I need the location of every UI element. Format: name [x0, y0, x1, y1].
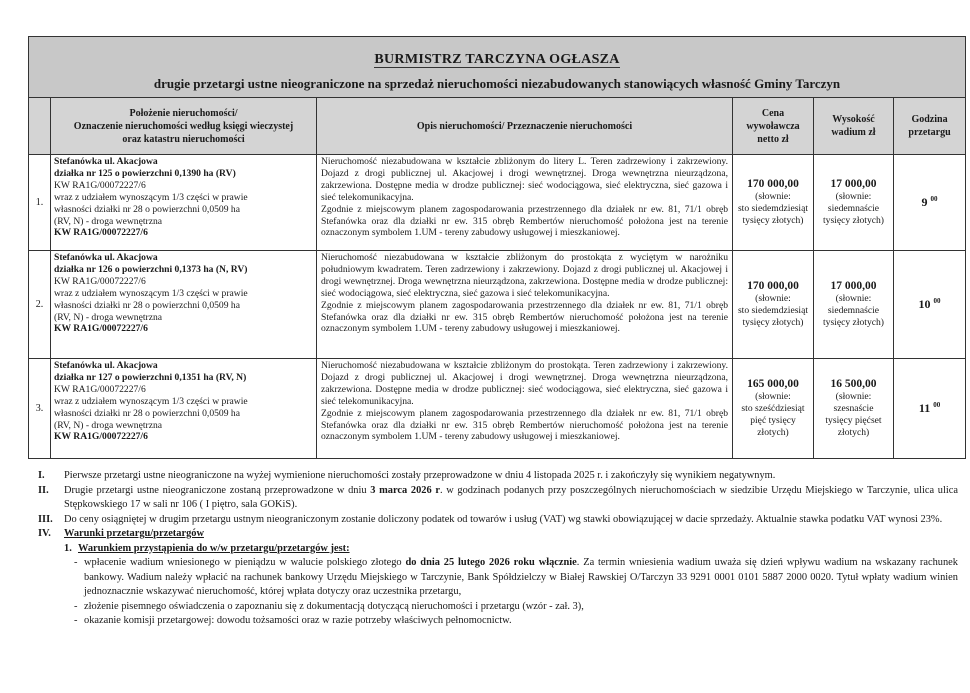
note-4-1: 1. Warunkiem przystąpienia do w/w przetargu/przetargów jest:	[64, 542, 350, 554]
table-row	[29, 359, 966, 459]
col-header-price: Cena wywoławcza netto zł	[733, 98, 814, 155]
row-description: Nieruchomość niezabudowana w kształcie zbliżonym do litery L. Teren zadrzewiony i zakrzewiony. Dojazd z drogi publicznej ul. Akacjowej i drogi wewnętrznej. Droga wewnętrzna nieurządzona, zakrzewiona. Dostępne media w drodze publicznej: sieć wodociągowa, sieć elektryczna, sieć gazowa i sieć telekomunikacyjna. Zgodnie z miejscowym planem zagospodarowania przestrzennego dla działek nr ew. 81, 71/1 obręb Stefanówka oraz dla działki nr ew. 315 obręb Rembertów nieruchomość położona jest na terenie oznaczonym symbolem 1.UM - tereny zabudowy usługowej i mieszkaniowej.	[317, 155, 733, 251]
col-header-location: Położenie nieruchomości/ Oznaczenie nieruchomości według księgi wieczystej oraz katastru nieruchomości	[51, 98, 317, 155]
note-2: II. Drugie przetargi ustne nieograniczone zostaną przeprowadzone w dniu 3 marca 2026 r. w godzinach podanych przy poszczególnych nieruchomościach w siedzibie Urzędu Miejskiego w Tarczynie, ulica ulica Stępkowskiego 17 w sali nr 106 ( I piętro, sala GOKiS).	[38, 484, 958, 510]
col-header-hour: Godzina przetargu	[894, 98, 966, 155]
row-description: Nieruchomość niezabudowana w kształcie zbliżonym do prostokąta. Teren zadrzewiony i zakrzewiony. Dojazd z drogi publicznej ul. Akacjowej i drogi wewnętrznej. Droga wewnętrzna nieurządzona, zakrzewiona. Dostępne media w drodze publicznej: sieć wodociągowa, sieć elektryczna, sieć gazowa i sieć telekomunikacyjna. Zgodnie z miejscowym planem zagospodarowania przestrzennego dla działek nr ew. 81, 71/1 obręb Stefanówka oraz dla działki nr ew. 315 obręb Rembertów nieruchomość położona jest na terenie oznaczonym symbolem 1.UM - tereny zabudowy usługowej i mieszkaniowej.	[317, 359, 733, 459]
page-subtitle: drugie przetargi ustne nieograniczone na sprzedaż nieruchomości niezabudowanych stanowiących własność Gminy Tarczyn	[153, 76, 841, 91]
col-header-deposit: Wysokość wadium zł	[814, 98, 894, 155]
row-price: 170 000,00 (słownie: sto siedemdziesiąt tysięcy złotych)	[733, 251, 814, 359]
row-deposit: 17 000,00 (słownie: siedemnaście tysięcy złotych)	[814, 251, 894, 359]
column-headers	[29, 98, 966, 155]
row-price: 170 000,00 (słownie: sto siedemdziesiąt tysięcy złotych)	[733, 155, 814, 251]
condition-item: - wpłacenie wadium wniesionego w pieniądzu w walucie polskiego złotego do dnia 25 lutego 2026 roku włącznie. Za termin wniesienia wadium uważa się dzień wpływu wadium na wskazany rachunek bankowy. Wadium należy wpłacić na rachunek bankowy Urzędu Miejskiego w Tarczynie, Bank Spółdzielczy w Białej Rawskiej O/Tarczyn 33 9291 0001 0101 5887 2000 0020. Tytuł wpłaty wadium winien jednoznacznie wskazywać nieruchomość, której wpłata dotyczy oraz uczestnika przetargu,	[74, 557, 958, 597]
property-table	[28, 36, 966, 459]
row-number: 1.	[29, 155, 51, 251]
page-title: BURMISTRZ TARCZYNA OGŁASZA	[374, 52, 620, 67]
note-1: I. Pierwsze przetargi ustne nieograniczone na wyżej wymienione nieruchomości zostały przeprowadzone w dniu 4 listopada 2025 r. i zakończyły się wynikiem negatywnym.	[38, 470, 776, 481]
row-hour: 9 $^{00}$	[894, 155, 966, 251]
row-location: Stefanówka ul. Akacjowa działka nr 126 o powierzchni 0,1373 ha (N, RV) KW RA1G/00072227/6 wraz z udziałem wynoszącym 1/3 części w prawie własności działki nr 28 o powierzchni 0,0509 ha (RV, N) - droga wewnętrzna KW RA1G/00072227/6	[51, 251, 317, 359]
row-deposit: 16 500,00 (słownie: szesnaście tysięcy pięćset złotych)	[814, 359, 894, 459]
row-description: Nieruchomość niezabudowana w kształcie zbliżonym do prostokąta z wyciętym w narożniku południowym kwadratem. Teren zadrzewiony i zakrzewiony. Dojazd z drogi publicznej ul. Akacjowej i drogi wewnętrznej. Droga wewnętrzna nieurządzona, zakrzewiona. Dostępne media w drodze publicznej: sieć wodociągowa, sieć elektryczna, sieć gazowa i sieć telekomunikacyjna. Zgodnie z miejscowym planem zagospodarowania przestrzennego dla działek nr ew. 81, 71/1 obręb Stefanówka oraz dla działki nr ew. 315 obręb Rembertów nieruchomość położona jest na terenie oznaczonym symbolem 1.UM - tereny zabudowy usługowej i mieszkaniowej.	[317, 251, 733, 359]
row-hour: 10 $^{00}$	[894, 251, 966, 359]
condition-item: - okazanie komisji przetargowej: dowodu tożsamości oraz w razie potrzeby właściwych pełnomocnictw.	[74, 615, 512, 626]
row-location: Stefanówka ul. Akacjowa działka nr 125 o powierzchni 0,1390 ha (RV) KW RA1G/00072227/6 wraz z udziałem wynoszącym 1/3 części w prawie własności działki nr 28 o powierzchni 0,0509 ha (RV, N) - droga wewnętrzna KW RA1G/00072227/6	[51, 155, 317, 251]
row-hour: 11 $^{00}$	[894, 359, 966, 459]
note-3: III. Do ceny osiągniętej w drugim przetargu ustnym nieograniczonym zostanie doliczony podatek od towarów i usług (VAT) wg stawki obowiązującej w dacie sprzedaży. Aktualnie stawka podatku VAT wynosi 23%.	[38, 513, 943, 525]
table-row	[29, 155, 966, 251]
note-4: IV. Warunki przetargu/przetargów	[38, 528, 204, 539]
row-number: 3.	[29, 359, 51, 459]
row-number: 2.	[29, 251, 51, 359]
row-price: 165 000,00 (słownie: sto sześćdziesiąt pięć tysięcy złotych)	[733, 359, 814, 459]
table-header	[29, 37, 966, 98]
col-header-description: Opis nieruchomości/ Przeznaczenie nieruchomości	[317, 98, 733, 155]
table-row	[29, 251, 966, 359]
col-header-num	[29, 98, 51, 155]
notes-section	[38, 469, 958, 629]
row-location: Stefanówka ul. Akacjowa działka nr 127 o powierzchni 0,1351 ha (RV, N) KW RA1G/00072227/6 wraz z udziałem wynoszącym 1/3 części w prawie własności działki nr 28 o powierzchni 0,0509 ha (RV, N) - droga wewnętrzna KW RA1G/00072227/6	[51, 359, 317, 459]
row-deposit: 17 000,00 (słownie: siedemnaście tysięcy złotych)	[814, 155, 894, 251]
condition-item: - złożenie pisemnego oświadczenia o zapoznaniu się z dokumentacją dotyczącą nieruchomości i przetargu (wzór - zał. 3),	[74, 600, 584, 612]
